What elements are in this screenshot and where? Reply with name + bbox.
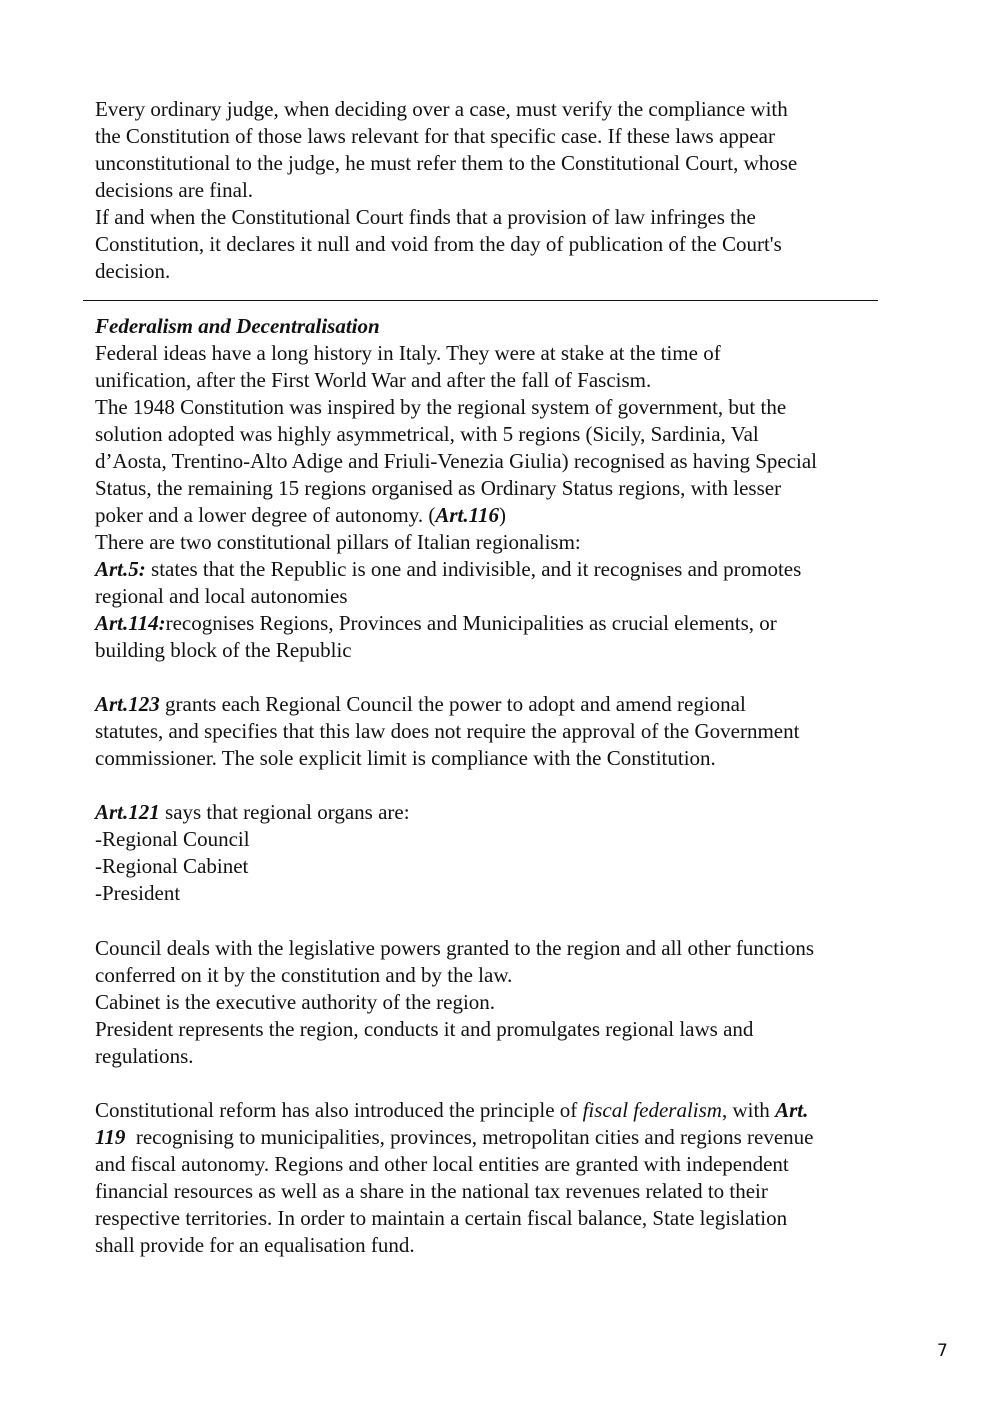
- text-line: regional and local autonomies: [95, 584, 348, 608]
- article-reference: Art.116: [435, 503, 499, 527]
- art123-line: [95, 691, 910, 718]
- constitutional-review-paragraph: [95, 96, 910, 285]
- list-item: -Regional Cabinet: [95, 854, 249, 878]
- fiscal-federalism-paragraph: [95, 1097, 910, 1259]
- text-fragment: Constitutional reform has also introduced the principle of: [95, 1098, 583, 1122]
- text-fragment: poker and a lower degree of autonomy. (: [95, 503, 436, 527]
- text-line: commissioner. The sole explicit limit is compliance with the Constitution.: [95, 746, 716, 770]
- federalism-section: [95, 313, 910, 664]
- text-fragment: states that the Republic is one and indivisible, and it recognises and promotes: [145, 557, 802, 581]
- text-line: Every ordinary judge, when deciding over a case, must verify the compliance with: [95, 97, 788, 121]
- text-line: unification, after the First World War and after the fall of Fascism.: [95, 368, 652, 392]
- text-fragment: ): [498, 503, 506, 527]
- list-item: -President: [95, 881, 181, 905]
- art121-paragraph: [95, 799, 910, 907]
- text-line: Constitution, it declares it null and void from the day of publication of the Court's: [95, 232, 782, 256]
- text-line: The 1948 Constitution was inspired by the regional system of government, but the: [95, 395, 787, 419]
- text-line: unconstitutional to the judge, he must refer them to the Constitutional Court, whose: [95, 151, 798, 175]
- text-line: President represents the region, conducts it and promulgates regional laws and: [95, 1017, 754, 1041]
- text-line: d’Aosta, Trentino-Alto Adige and Friuli-Venezia Giulia) recognised as having Special: [95, 449, 818, 473]
- list-item: -Regional Council: [95, 827, 250, 851]
- text-fragment: grants each Regional Council the power to adopt and amend regional: [159, 692, 746, 716]
- text-fragment: says that regional organs are:: [159, 800, 410, 824]
- text-line: regulations.: [95, 1044, 194, 1068]
- text-line: Cabinet is the executive authority of the region.: [95, 990, 496, 1014]
- organs-description-paragraph: [95, 935, 910, 1070]
- text-line: financial resources as well as a share in the national tax revenues related to their: [95, 1179, 768, 1203]
- fiscal-line-1: [95, 1097, 910, 1124]
- italic-term: fiscal federalism: [582, 1098, 722, 1122]
- text-fragment: recognises Regions, Provinces and Municipalities as crucial elements, or: [165, 611, 777, 635]
- text-fragment: recognising to municipalities, provinces, metropolitan cities and regions revenue: [125, 1125, 814, 1149]
- text-line: Status, the remaining 15 regions organised as Ordinary Status regions, with lesser: [95, 476, 782, 500]
- article-reference: Art.114:: [95, 611, 166, 635]
- text-line: the Constitution of those laws relevant for that specific case. If these laws appear: [95, 124, 775, 148]
- text-line: decision.: [95, 259, 171, 283]
- article-reference: Art.121: [95, 800, 160, 824]
- text-line: building block of the Republic: [95, 638, 352, 662]
- art123-paragraph: [95, 691, 910, 772]
- text-line: Federal ideas have a long history in Italy. They were at stake at the time of: [95, 341, 721, 365]
- fiscal-line-2: [95, 1124, 910, 1151]
- page-number: 7: [937, 1341, 948, 1361]
- text-line: Council deals with the legislative powers granted to the region and all other functions: [95, 936, 815, 960]
- text-fragment: , with: [721, 1098, 776, 1122]
- art114-line: [95, 610, 910, 637]
- art121-line: [95, 799, 910, 826]
- section-divider: [83, 300, 878, 301]
- section-heading: Federalism and Decentralisation: [95, 314, 380, 338]
- text-line: If and when the Constitutional Court finds that a provision of law infringes the: [95, 205, 756, 229]
- article-reference: Art.5:: [95, 557, 146, 581]
- text-line: conferred on it by the constitution and by the law.: [95, 963, 513, 987]
- article-reference: Art.: [775, 1098, 809, 1122]
- text-line: respective territories. In order to maintain a certain fiscal balance, State legislation: [95, 1206, 788, 1230]
- text-line: statutes, and specifies that this law does not require the approval of the Government: [95, 719, 800, 743]
- art5-line: [95, 556, 910, 583]
- article-reference: Art.123: [95, 692, 160, 716]
- text-line: There are two constitutional pillars of Italian regionalism:: [95, 530, 581, 554]
- art116-line: [95, 502, 910, 529]
- text-line: and fiscal autonomy. Regions and other local entities are granted with independent: [95, 1152, 789, 1176]
- text-line: decisions are final.: [95, 178, 254, 202]
- text-line: shall provide for an equalisation fund.: [95, 1233, 415, 1257]
- article-reference: 119: [95, 1125, 126, 1149]
- text-line: solution adopted was highly asymmetrical, with 5 regions (Sicily, Sardinia, Val: [95, 422, 759, 446]
